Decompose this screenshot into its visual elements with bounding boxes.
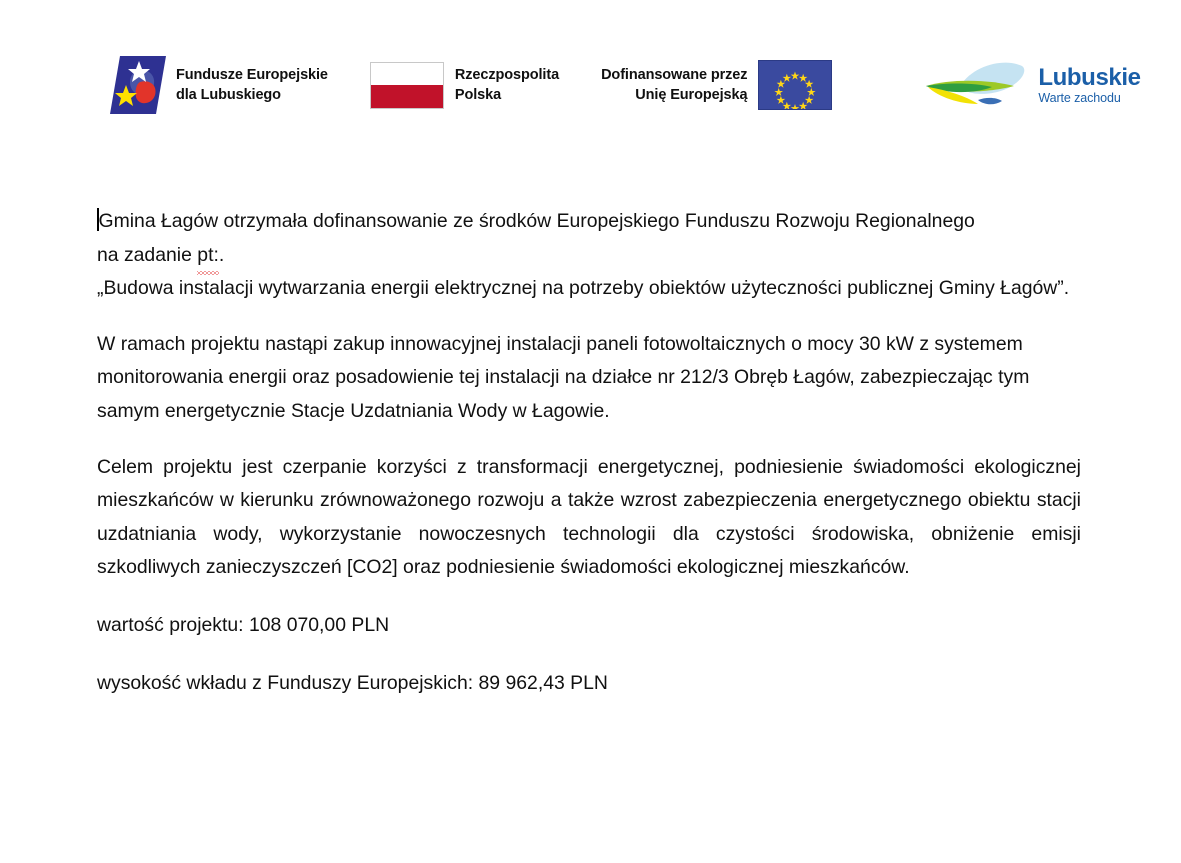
document-body[interactable] bbox=[97, 205, 1081, 700]
logo-pl-line2: Polska bbox=[454, 87, 502, 103]
logo-pl-line1: Rzeczpospolita bbox=[454, 67, 560, 83]
logo-fe-line2: dla Lubuskiego bbox=[176, 87, 281, 103]
logo-eu-text bbox=[601, 65, 747, 105]
logo-lubuskie-subtitle: Warte zachodu bbox=[1038, 90, 1121, 105]
funding-logo-bar bbox=[110, 44, 1141, 126]
paragraph-project-title[interactable]: „Budowa instalacji wytwarzania energii elektrycznej na potrzeby obiektów użyteczności publicznej Gminy Łagów”. bbox=[97, 277, 1070, 300]
paragraph-project-scope[interactable]: W ramach projektu nastąpi zakup innowacyjnej instalacji paneli fotowoltaicznych o mocy 30 kW z systemem monitorowania energii oraz posadowienie tej instalacji na działce nr 212/3 Obręb Łagów, zabezpieczając tym samym energetycznie Stacje Uzdatniania Wody w Łagowie. bbox=[97, 332, 1030, 422]
logo-rzeczpospolita-text bbox=[455, 65, 559, 105]
flag-stripe-red bbox=[371, 85, 443, 108]
flag-stripe-white bbox=[371, 63, 443, 86]
logo-lubuskie bbox=[922, 56, 1140, 114]
logo-dofinansowane-unia-europejska bbox=[601, 60, 832, 110]
logo-lubuskie-text bbox=[1038, 63, 1141, 105]
intro-line1: Gmina Łagów otrzymała dofinansowanie ze środków Europejskiego Funduszu Rozwoju Regionalnego bbox=[98, 210, 975, 232]
eu-flag-icon bbox=[758, 60, 832, 110]
polish-flag-icon bbox=[370, 62, 444, 109]
logo-fe-line1: Fundusze Europejskie bbox=[176, 67, 328, 83]
intro-line2-before: na zadanie bbox=[97, 243, 198, 266]
fundusze-europejskie-icon bbox=[110, 52, 166, 118]
paragraph-project-goal[interactable]: Celem projektu jest czerpanie korzyści z transformacji energetycznej, podniesienie świadomości ekologicznej mieszkańców w kierunku zrównoważonego rozwoju a także wzrost zabezpieczenia energetycznego obiektu stacji uzdatniania wody, wykorzystanie nowoczesnych technologii dla czystości środowiska, obniżenie emisji szkodliwych zanieczyszczeń [CO2] oraz podniesienie świadomości ekologicznej mieszkańców. bbox=[97, 455, 1081, 579]
paragraph-eu-contribution[interactable]: wysokość wkładu z Funduszy Europejskich: 89 962,43 PLN bbox=[97, 671, 608, 694]
lubuskie-icon bbox=[922, 56, 1030, 114]
paragraph-project-value[interactable]: wartość projektu: 108 070,00 PLN bbox=[97, 613, 390, 636]
logo-eu-line2: Unię Europejską bbox=[635, 87, 748, 103]
logo-rzeczpospolita-polska bbox=[370, 62, 559, 109]
logo-lubuskie-title: Lubuskie bbox=[1038, 63, 1141, 91]
logo-eu-line1: Dofinansowane przez bbox=[601, 67, 748, 83]
paragraph-intro[interactable] bbox=[97, 205, 1081, 272]
logo-fundusze-europejskie-text bbox=[176, 65, 328, 105]
logo-fundusze-europejskie bbox=[110, 52, 328, 118]
intro-line2-after: . bbox=[218, 243, 225, 266]
spellcheck-misspelled-word[interactable]: pt: bbox=[197, 239, 219, 273]
